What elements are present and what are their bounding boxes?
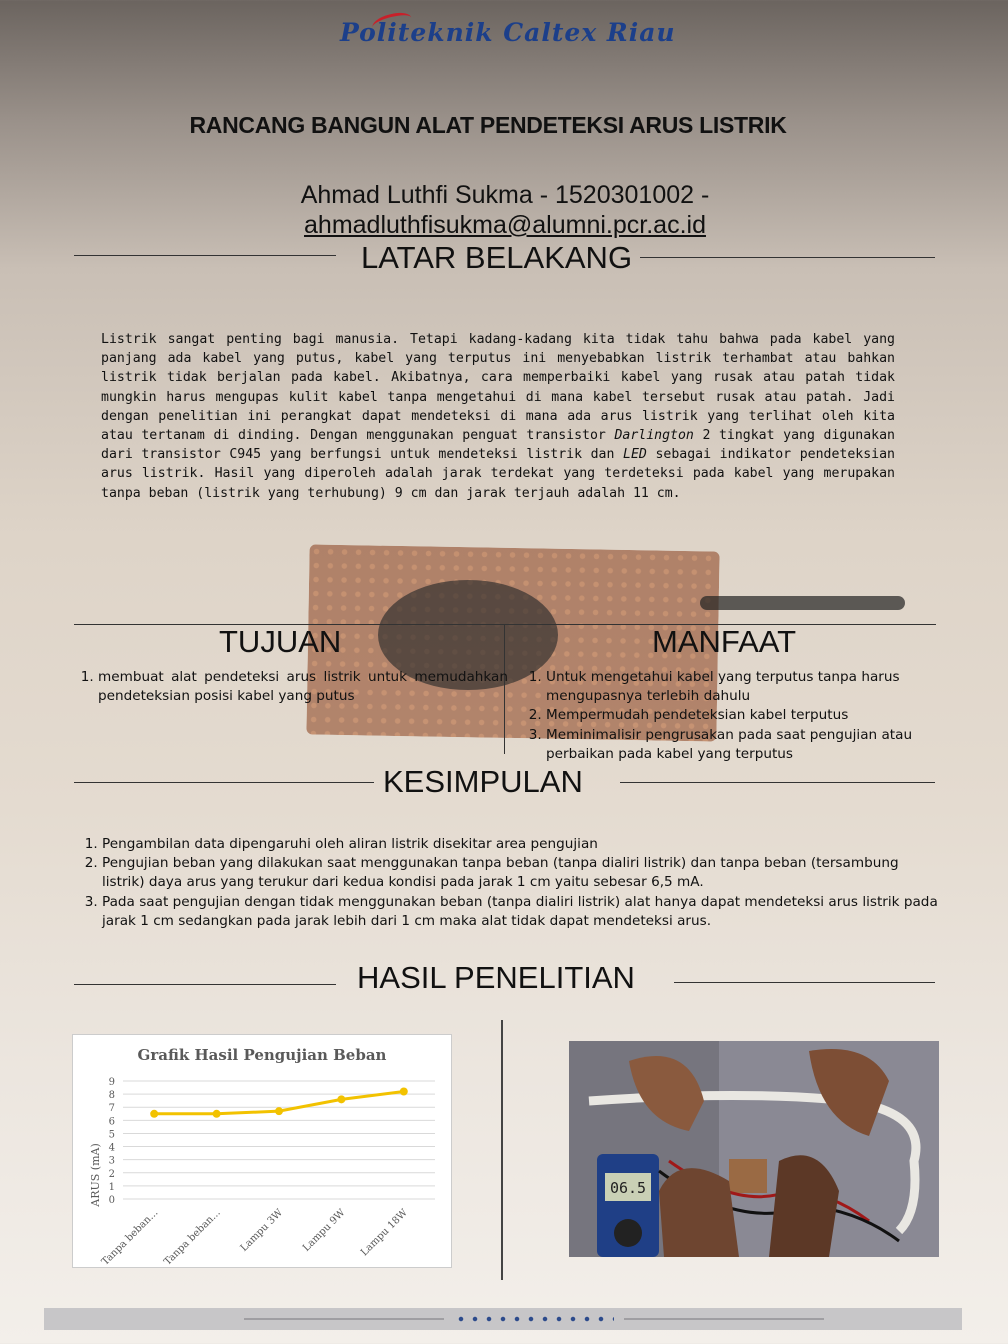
y-tick-label: 7 <box>108 1103 115 1115</box>
footer-bar <box>44 1308 962 1330</box>
data-point <box>400 1087 408 1095</box>
divider <box>74 624 936 625</box>
manfaat-list <box>522 668 946 764</box>
y-tick-label: 5 <box>108 1129 115 1141</box>
divider <box>74 255 336 256</box>
y-tick-label: 3 <box>108 1155 115 1167</box>
data-point <box>337 1095 345 1103</box>
x-tick-label: Tanpa beban... <box>162 1207 223 1267</box>
term-led: LED <box>623 447 647 463</box>
data-point <box>213 1110 221 1118</box>
divider <box>674 982 935 983</box>
column-divider <box>501 1020 503 1280</box>
list-item: 1. membuat alat pendeteksi arus listrik untuk memudahkan pendeteksian posisi kabel yang putus <box>98 668 508 706</box>
tujuan-list <box>74 668 508 706</box>
footer-dots-icon <box>454 1316 614 1322</box>
term-darlington: Darlington <box>614 428 694 444</box>
y-tick-label: 1 <box>108 1181 115 1193</box>
list-item: 1. Pengambilan data dipengaruhi oleh aliran listrik disekitar area pengujian <box>102 835 944 854</box>
meter-reading: 06.5 <box>609 1179 647 1197</box>
kesimpulan-list <box>78 835 944 931</box>
chart-title: Grafik Hasil Pengujian Beban <box>137 1046 387 1064</box>
y-tick-label: 9 <box>108 1077 115 1088</box>
section-heading-latar-belakang: LATAR BELAKANG <box>361 240 633 275</box>
background-paragraph: Listrik sangat penting bagi manusia. Tetapi kadang-kadang kita tidak tahu bahwa pada kabel yang panjang ada kabel yang putus, kabel yang terputus ini menyebabkan listrik terhambat atau bahkan listrik tidak berjalan pada kabel. Akibatnya, cara memperbaiki kabel yang rusak atau patah tidak mungkin harus mengupas kulit kabel tanpa mengetahui di mana kabel tersebut rusak atau patah. Jadi dengan penelitian ini perangkat dapat mendeteksi di mana ada arus listrik yang terlihat oleh kita atau tertanam di dinding. Dengan menggunakan penguat transistor Darlington 2 tingkat yang digunakan dari transistor C945 yang berfungsi untuk mendeteksi listrik dan LED sebagai indikator pendeteksian arus listrik. Hasil yang diperoleh adalah jarak terdekat yang terdeteksi pada kabel yang merupakan tanpa beban (listrik yang terhubung) 9 cm dan jarak terjauh adalah 11 cm. <box>101 332 895 501</box>
x-tick-label: Lampu 18W <box>358 1207 410 1259</box>
y-tick-label: 2 <box>108 1168 115 1180</box>
institution-logo: Politeknik Caltex Riau <box>340 18 676 47</box>
author-email[interactable]: ahmadluthfisukma@alumni.pcr.ac.id <box>304 211 706 239</box>
x-tick-label: Tanpa beban... <box>99 1207 161 1267</box>
y-axis-label: ARUS (mA) <box>89 1143 102 1207</box>
y-tick-label: 4 <box>108 1142 115 1154</box>
list-item: 3. Pada saat pengujian dengan tidak menggunakan beban (tanpa dialiri listrik) alat hanya dapat mendeteksi arus listrik pada jarak 1 cm sedangkan pada jarak lebih dari 1 cm maka alat tidak dapat mendeteksi arus. <box>102 893 944 931</box>
list-item: 3. Meminimalisir pengrusakan pada saat pengujian atau perbaikan pada kabel yang terputus <box>546 726 946 764</box>
list-item: 2. Mempermudah pendeteksian kabel terputus <box>546 706 946 725</box>
x-tick-label: Lampu 3W <box>238 1207 286 1254</box>
section-heading-hasil-penelitian: HASIL PENELITIAN <box>357 960 635 995</box>
section-heading-kesimpulan: KESIMPULAN <box>383 764 583 799</box>
y-tick-label: 6 <box>108 1116 115 1128</box>
list-item: 1. Untuk mengetahui kabel yang terputus tanpa harus mengupasnya terlebih dahulu <box>546 668 946 706</box>
x-tick-label: Lampu 9W <box>301 1207 348 1254</box>
divider <box>74 782 374 783</box>
section-heading-manfaat: MANFAAT <box>652 624 797 659</box>
footer-line <box>244 1318 444 1320</box>
author-line: Ahmad Luthfi Sukma - 1520301002 - <box>300 181 710 209</box>
list-item: 2. Pengujian beban yang dilakukan saat menggunakan tanpa beban (tanpa dialiri listrik) dan tanpa beban (tersambung listrik) daya arus yang terukur dari kedua kondisi pada jarak 1 cm yaitu sebesar 6,5 mA. <box>102 854 944 892</box>
divider <box>640 257 935 258</box>
section-heading-tujuan: TUJUAN <box>219 624 342 659</box>
footer-line <box>624 1318 824 1320</box>
testing-photo-illustration <box>569 1041 939 1257</box>
cable-image <box>700 596 905 610</box>
results-chart <box>72 1034 452 1268</box>
testing-photo <box>569 1041 939 1257</box>
y-tick-label: 0 <box>108 1195 115 1206</box>
line-chart <box>73 1035 451 1267</box>
divider <box>620 782 935 783</box>
data-point <box>150 1110 158 1118</box>
data-point <box>275 1107 283 1115</box>
author-block <box>0 180 1008 240</box>
poster-title: RANCANG BANGUN ALAT PENDETEKSI ARUS LISTRIK <box>189 112 787 138</box>
y-tick-label: 8 <box>108 1090 115 1102</box>
divider <box>74 984 336 985</box>
